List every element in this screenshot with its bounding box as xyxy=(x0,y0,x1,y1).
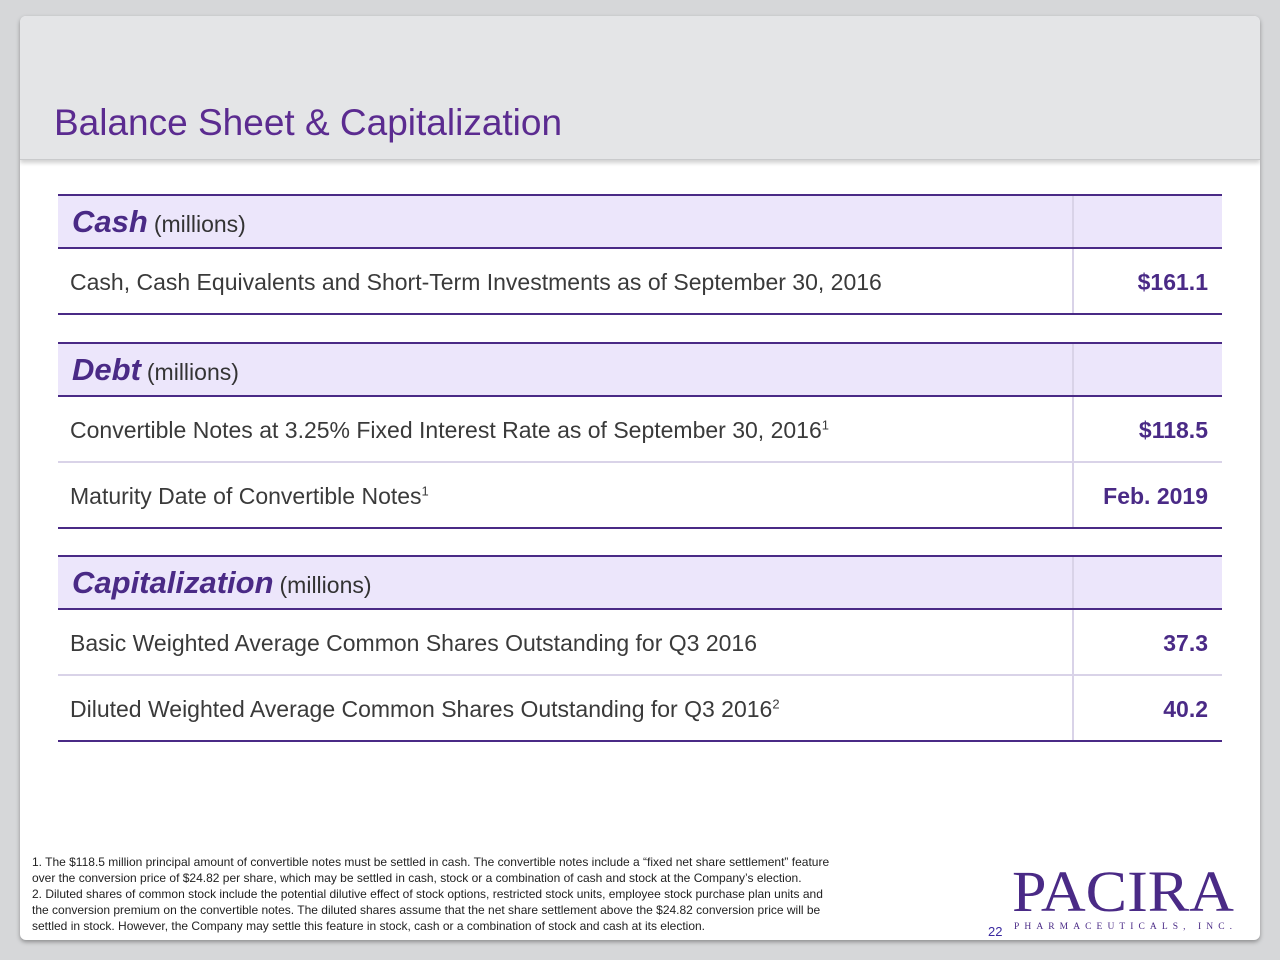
capitalization-header-row xyxy=(58,555,1222,610)
column-divider xyxy=(1072,344,1074,395)
table-row xyxy=(58,397,1222,463)
maturity-date-value: Feb. 2019 xyxy=(1103,483,1208,509)
cash-label: Cash, Cash Equivalents and Short-Term Investments as of September 30, 2016 xyxy=(70,269,882,295)
column-divider xyxy=(1072,676,1074,740)
diluted-shares-value: 40.2 xyxy=(1163,696,1208,722)
maturity-date-label: Maturity Date of Convertible Notes$^1$ xyxy=(70,483,429,509)
footnote-line: 1. The $118.5 million principal amount of convertible notes must be settled in cash. The convertible notes include a “fixed net share settlement” feature xyxy=(32,855,830,869)
footnote-line: 2. Diluted shares of common stock include the potential dilutive effect of stock options, restricted stock units, employee stock purchase plan units and xyxy=(32,887,823,901)
column-divider xyxy=(1072,610,1074,674)
column-divider xyxy=(1072,249,1074,313)
footnote-ref: 2 xyxy=(772,696,780,712)
footnotes xyxy=(32,854,1002,934)
debt-heading: Debt (millions) xyxy=(72,352,239,387)
debt-header-row xyxy=(58,342,1222,397)
capitalization-heading: Capitalization (millions) xyxy=(72,565,372,600)
debt-section xyxy=(58,342,1222,529)
diluted-shares-label: Diluted Weighted Average Common Shares Outstanding for Q3 2016$^2$ xyxy=(70,696,780,722)
footnote-line: settled in stock. However, the Company may settle this feature in stock, cash or a combination of stock and cash at its election. xyxy=(32,919,705,933)
cash-value: $161.1 xyxy=(1137,269,1208,295)
cash-header-row xyxy=(58,194,1222,249)
slide xyxy=(20,16,1260,940)
cash-heading: Cash (millions) xyxy=(72,204,246,239)
footnote-line: over the conversion price of $24.82 per share, which may be settled in cash, stock or a combination of cash and stock at the Company’s election. xyxy=(32,871,802,885)
table-row xyxy=(58,610,1222,676)
table-row xyxy=(58,676,1222,742)
footnote-ref: 1 xyxy=(421,483,429,499)
basic-shares-label: Basic Weighted Average Common Shares Outstanding for Q3 2016 xyxy=(70,630,757,656)
cash-section xyxy=(58,194,1222,315)
convertible-notes-value: $118.5 xyxy=(1138,417,1208,443)
column-divider xyxy=(1072,463,1074,527)
convertible-notes-label: Convertible Notes at 3.25% Fixed Interest Rate as of September 30, 2016$^1$ xyxy=(70,417,829,443)
table-row xyxy=(58,249,1222,315)
footnote-ref: 1 xyxy=(821,417,829,433)
logo-name: PACIRA xyxy=(1012,861,1235,924)
column-divider xyxy=(1072,397,1074,461)
logo-subtitle: PHARMACEUTICALS, INC. xyxy=(1014,922,1232,932)
pacira-logo xyxy=(1012,861,1240,933)
footnote-line: the conversion premium on the convertible notes. The diluted shares assume that the net share settlement above the $24.82 conversion price will be xyxy=(32,903,821,917)
cash-unit: (millions) xyxy=(153,211,246,237)
column-divider xyxy=(1072,196,1074,247)
column-divider xyxy=(1072,557,1074,608)
page-number: 22 xyxy=(988,924,1003,939)
page-title: Balance Sheet & Capitalization xyxy=(54,102,563,143)
table-row xyxy=(58,463,1222,529)
capitalization-unit: (millions) xyxy=(279,572,372,598)
debt-unit: (millions) xyxy=(146,359,239,385)
capitalization-section xyxy=(58,555,1222,742)
basic-shares-value: 37.3 xyxy=(1163,630,1208,656)
